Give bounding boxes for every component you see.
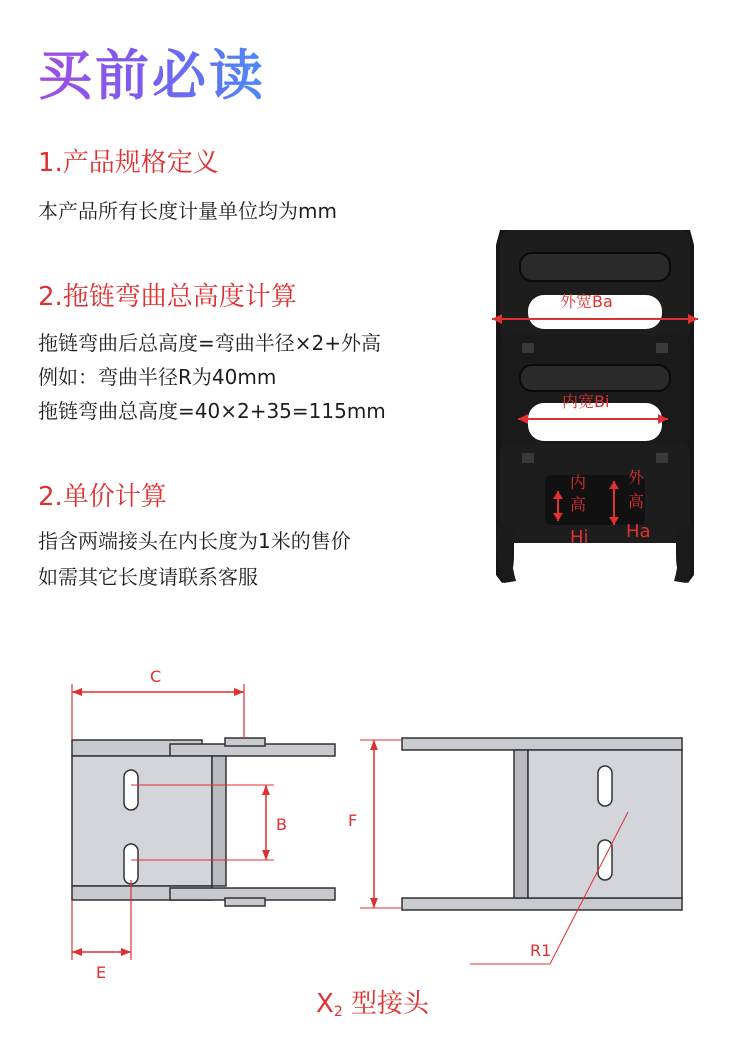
page-title: 买前必读 [38, 44, 266, 107]
section-heading-spec: 1.产品规格定义 [38, 148, 219, 178]
section-heading-price: 2.单价计算 [38, 482, 167, 512]
dimension-b-label: B [276, 815, 287, 834]
outer-height-label-1: 外 [628, 468, 645, 487]
height-example-text: 例如：弯曲半径R为40mm [38, 365, 277, 389]
dimension-c-label: C [150, 667, 162, 686]
connector-caption [316, 989, 430, 1020]
dimension-r1-label: R1 [530, 941, 552, 960]
outer-width-label: 外宽Ba [560, 292, 613, 311]
inner-height-code: Hi [570, 527, 589, 548]
price-contact-text: 如需其它长度请联系客服 [38, 565, 258, 589]
spec-unit-text: 本产品所有长度计量单位均为mm [38, 199, 337, 223]
outer-height-label-2: 高 [628, 492, 645, 511]
price-definition-text: 指含两端接头在内长度为1米的售价 [38, 529, 351, 553]
inner-width-label: 内宽Bi [562, 392, 610, 411]
dimension-e-label: E [96, 963, 107, 982]
height-formula-text: 拖链弯曲后总高度=弯曲半径×2+外高 [38, 331, 381, 355]
cable-chain-illustration [490, 225, 700, 590]
section-heading-height: 2.拖链弯曲总高度计算 [38, 282, 297, 312]
inner-height-label-1: 内 [570, 473, 587, 492]
caption-subscript: 2 [333, 1004, 343, 1020]
caption-x: X [316, 989, 334, 1019]
height-result-text: 拖链弯曲总高度=40×2+35=115mm [38, 399, 386, 423]
connector-technical-drawing [30, 640, 730, 1040]
inner-height-label-2: 高 [570, 495, 587, 514]
dimension-f-label: F [348, 811, 358, 830]
caption-rest: 型接头 [342, 989, 429, 1019]
outer-height-code: Ha [626, 521, 651, 542]
